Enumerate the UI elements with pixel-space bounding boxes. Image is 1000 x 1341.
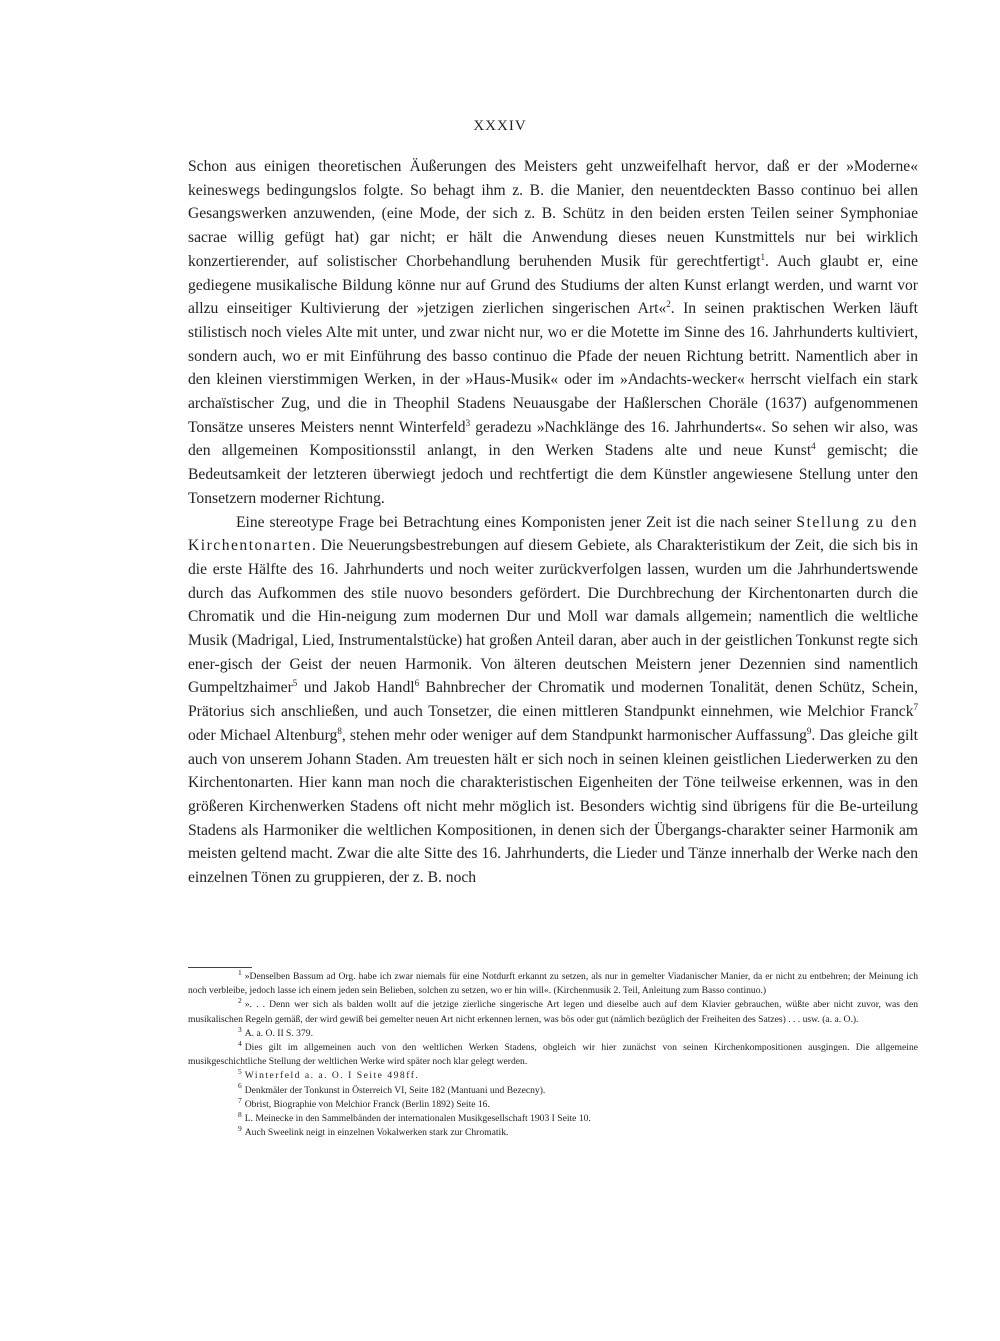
- footnote-divider: [188, 967, 252, 968]
- footnote-ref-1: 1: [760, 251, 766, 262]
- footnote-8: [188, 1109, 918, 1126]
- footnote-9: [188, 1126, 918, 1140]
- footnote-ref-8: 8: [337, 725, 342, 736]
- footnote-mark: 5: [238, 1067, 242, 1077]
- footnote-text: L. Meinecke in den Sammelbänden der internationalen Musikgesellschaft 1903 I Seite 10.: [244, 1113, 591, 1125]
- text-run: . Das gleiche gilt auch von unserem Johann Staden. Am treuesten hält er sich noch in seinen kleinen geistlichen Liederwerken zu den Kirchentonarten. Hier kann man noch die charakteristischen Eigenheiten der Töne teilweise erkennen, was in den größeren Kirchenwerken Stadens oft nicht mehr möglich ist. Besonders wichtig sind übrigens für die Be-urteilung Stadens als Harmoniker die weltlichen Kompositionen, in denen sich der Übergangs-charakter seiner Harmonik am meisten geltend macht. Zwar die alte Sitte des 16. Jahrhunderts, die Lieder und Tänze innerhalb der Werke nach den einzelnen Tönen zu gruppieren, der z. B. noch: [188, 726, 918, 887]
- text-run: gemischt; die Bedeutsamkeit der letzteren überwiegt jedoch und rechtfertigt die dem Künstler angewiesene Stellung unter den Tonsetzern moderner Richtung.: [188, 442, 918, 507]
- paragraph-2: [188, 511, 918, 890]
- footnote-mark: 8: [238, 1109, 242, 1119]
- footnote-ref-5: 5: [292, 678, 298, 689]
- paragraph-1: [188, 155, 918, 511]
- text-run: oder Michael Altenburg: [188, 726, 338, 744]
- footnote-mark: 3: [238, 1024, 242, 1034]
- footnote-ref-7: 7: [913, 701, 918, 712]
- footnote-ref-6: 6: [414, 678, 420, 689]
- text-run: . In seinen praktischen Werken läuft stilistisch noch vieles Alte mit unter, und zwar nicht nur, wo er die Motette im Sinne des 16. Jahrhunderts kultiviert, sondern auch, wo er mit Einführung des basso continuo die Pfade der neuen Richtung betritt. Namentlich aber in den kleinen vierstimmigen Werken, in der »Haus-Musik« oder im »Andachts-wecker« herrscht vielfach ein stark archaïstischer Zug, und die in Theophil Stadens Neuausgabe der Haßlerschen Choräle (1637) aufgenommenen Tonsätze unseres Meisters nennt Winterfeld: [188, 300, 918, 436]
- footnote-ref-4: 4: [811, 441, 816, 452]
- footnote-text: ». . . Denn wer sich als balden wollt auf die jetzige zierliche singerische Art legen und dieselbe auch auf dem Klavier gebrauchen, wüßte aber nicht zuvor, was den musikalischen Regeln gemäß, der wird gewiß bei gemelter neuen Art nicht erkennen lernen, was bös oder gut (nämlich bezüglich der Freiheiten des Satzes) . . . usw. (a. a. O.).: [188, 999, 918, 1025]
- text-run: . Auch glaubt er, eine gediegene musikalische Bildung könne nur auf Grund des Studiums der alten Kunst erlangt werden, und warnt vor allzu einseitiger Kultivierung der »jetzigen zierlichen singerischen Art«: [188, 252, 918, 318]
- footnote-3: [188, 1024, 918, 1041]
- footnote-4: [188, 1038, 918, 1069]
- footnote-mark: 4: [238, 1038, 242, 1048]
- text-run: Schon aus einigen theoretischen Äußerungen des Meisters geht unzweifelhaft hervor, daß er der »Moderne« keineswegs bedingungslos folgte. So behagt ihm z. B. die Manier, den neuentdeckten Basso continuo bei allen Gesangswerken anzuwenden, (eine Mode, der sich z. B. Schütz in den beiden ersten Teilen seiner Symphoniae sacrae willig gefügt hat) gar nicht; er hält die Anwendung dieses neuen Kunstmittels nur bei wirklich konzertierender, auf solistischer Chorbehandlung beruhenden Musik für gerechtfertigt: [188, 158, 918, 270]
- emphasized-phrase: Stellung zu den Kirchentonarten: [188, 513, 918, 555]
- footnote-text: »Denselben Bassum ad Org. habe ich zwar niemals für eine Notdurft erkannt zu setzen, als nur in gemelter Viadanischer Manier, da er nicht zu entbehren; der Meinung ich noch verbleibe, jedoch lasse ich einem jeden sein Belieben, solchen zu setzen, wo er hin will«. (Kirchenmusik 2. Teil, Anleitung zum Basso continuo.): [188, 971, 918, 997]
- text-run: Eine stereotype Frage bei Betrachtung eines Komponisten jener Zeit ist die nach seiner: [236, 513, 797, 531]
- footnote-ref-9: 9: [806, 725, 812, 736]
- footnote-7: [188, 1095, 918, 1112]
- text-run: , stehen mehr oder weniger auf dem Standpunkt harmonischer Auffassung: [341, 726, 807, 744]
- footnote-text: A. a. O. II S. 379.: [244, 1027, 313, 1039]
- footnote-mark: 1: [238, 967, 242, 977]
- footnote-text: Dies gilt im allgemeinen auch von den weltlichen Werken Stadens, obgleich wir hier zunächst von seinen Kirchenkompositionen ausgingen. Die allgemeine musikgeschichtliche Stellung der weltlichen Werke wird später noch klar gelegt werden.: [188, 1042, 918, 1068]
- footnote-text: Obrist, Biographie von Melchior Franck (Berlin 1892) Seite 16.: [244, 1098, 490, 1110]
- text-run: . Die Neuerungsbestrebungen auf diesem Gebiete, als Charakteristikum der Zeit, die sich bis in die erste Hälfte des 16. Jahrhunderts und noch weiter zurückverfolgen lassen, wurden um die Jahrhundertswende durch das Aufkommen des stile nuovo besonders gefördert. Die Durchbrechung der Kirchentonarten durch die Chromatik und die Hin-neigung zum modernen Dur und Moll war damals allgemein; namentlich die weltliche Musik (Madrigal, Lied, Instrumentalstücke) hat großen Anteil daran, aber auch in der geistlichen Tonkunst regte sich ener-gisch der Geist der neuen Harmonik. Von älteren deutschen Meistern jener Dezennien sind namentlich Gumpeltzhaimer: [188, 537, 918, 697]
- page-number: XXXIV: [473, 118, 527, 134]
- footnote-ref-2: 2: [666, 299, 671, 310]
- main-text: [188, 155, 918, 890]
- footnote-text: Auch Sweelink neigt in einzelnen Vokalwerken stark zur Chromatik.: [244, 1127, 509, 1139]
- footnote-mark: 7: [238, 1095, 242, 1105]
- footnote-2: [188, 998, 918, 1026]
- footnote-1: [188, 967, 918, 998]
- footnote-mark: 2: [238, 996, 242, 1006]
- text-run: geradezu »Nachklänge des 16. Jahrhunderts«. So sehen wir also, was den allgemeinen Kompositionsstil anlangt, in den Werken Stadens alte und neue Kunst: [188, 418, 918, 460]
- footnote-6: [188, 1081, 918, 1098]
- text-run: Bahnbrecher der Chromatik und modernen Tonalität, denen Schütz, Schein, Prätorius sich anschließen, und auch Tonsetzer, die einen mittleren Standpunkt einnehmen, wie Melchior Franck: [188, 679, 918, 721]
- footnote-mark: 9: [238, 1124, 242, 1134]
- footnotes: [188, 967, 918, 1140]
- text-run: und Jakob Handl: [297, 679, 415, 697]
- footnote-ref-3: 3: [465, 417, 471, 428]
- footnote-5: [188, 1069, 918, 1083]
- footnote-mark: 6: [238, 1081, 242, 1091]
- footnote-text: Winterfeld a. a. O. I Seite 498ff.: [244, 1070, 420, 1082]
- footnote-text: Denkmäler der Tonkunst in Österreich VI, Seite 182 (Mantuani und Bezecny).: [244, 1084, 546, 1096]
